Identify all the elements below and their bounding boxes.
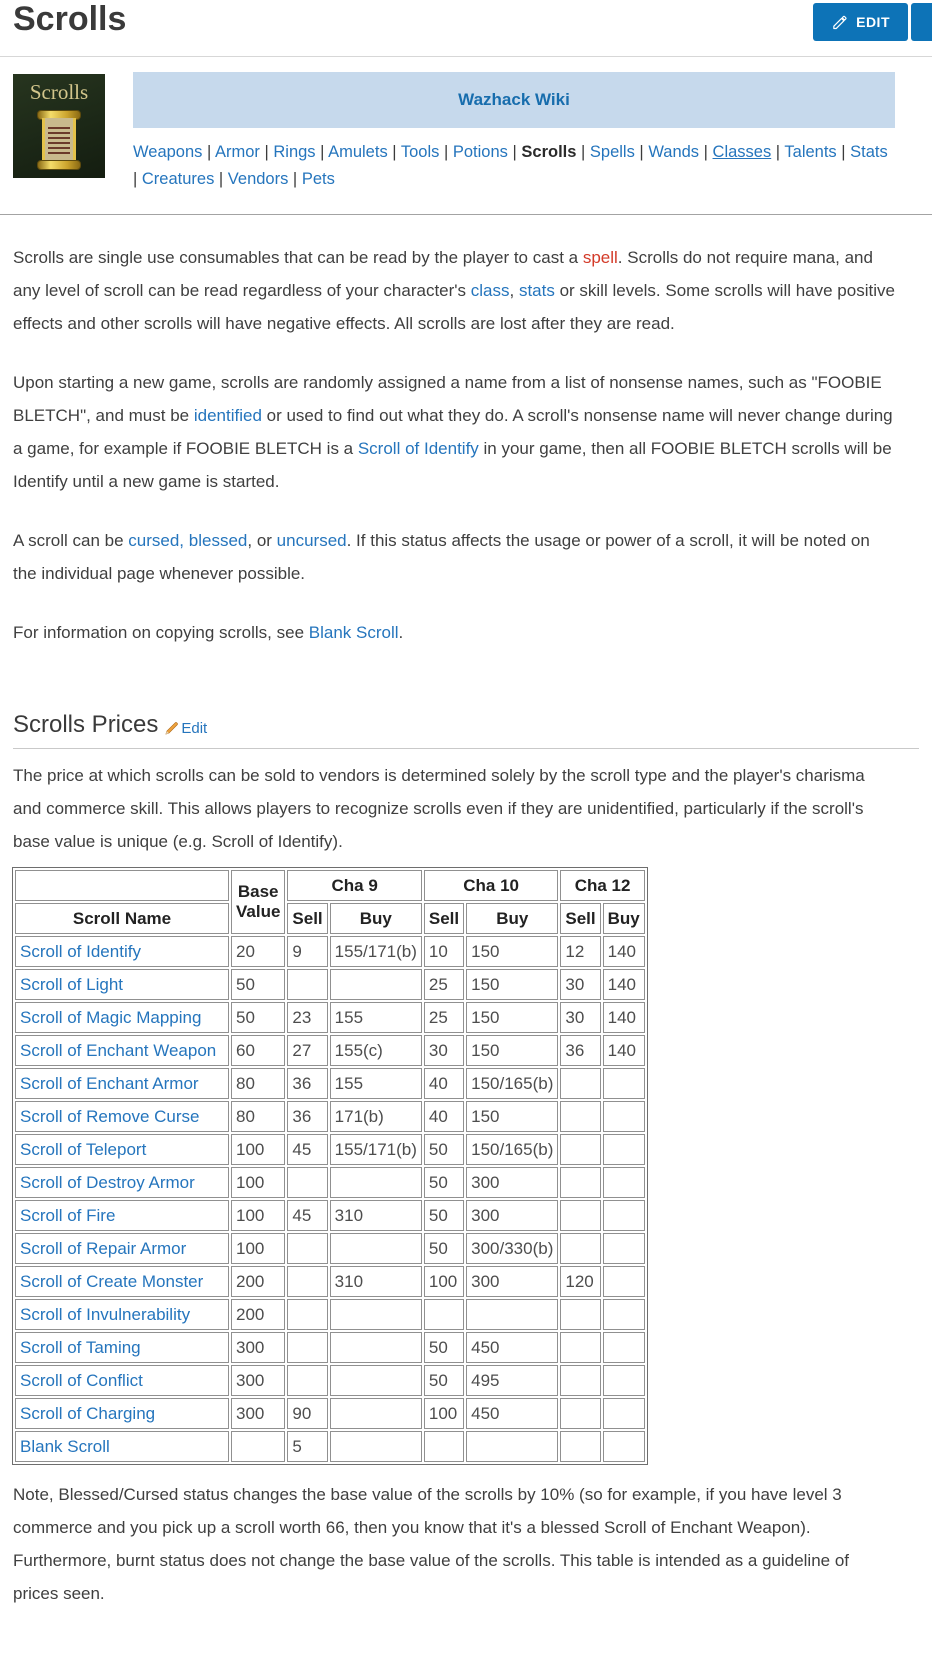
nav-item-tools[interactable]: Tools <box>400 143 440 161</box>
scroll-link[interactable]: Scroll of Identify <box>20 941 141 961</box>
nav-item-scrolls: Scrolls <box>521 143 577 161</box>
scroll-link[interactable]: Scroll of Destroy Armor <box>20 1172 195 1192</box>
table-cell-b9 <box>330 969 422 1000</box>
table-cell-b12 <box>603 1299 645 1330</box>
pencil-icon <box>164 720 180 736</box>
prices-intro: The price at which scrolls can be sold to vendors is determined solely by the scroll type and the player's charisma and commerce skill. This allows players to recognize scrolls even if they are unidentified, particularly if the scroll's base value is unique (e.g. Scroll of Identify). <box>13 766 865 851</box>
table-cell-base: 200 <box>231 1299 285 1330</box>
table-cell-s10: 50 <box>424 1167 464 1198</box>
table-cell-b10: 150 <box>466 969 558 1000</box>
table-cell-b10: 300 <box>466 1167 558 1198</box>
header-scroll-name: Scroll Name <box>15 903 229 934</box>
header-sell: Sell <box>560 903 600 934</box>
nav-item-talents[interactable]: Talents <box>784 143 837 161</box>
table-cell-s12 <box>560 1233 600 1264</box>
nav-item-spells[interactable]: Spells <box>589 143 635 161</box>
table-cell-b12 <box>603 1068 645 1099</box>
table-row <box>15 1332 645 1363</box>
inline-link[interactable]: spell <box>582 248 618 267</box>
table-cell-s10: 50 <box>424 1233 464 1264</box>
table-cell-base: 100 <box>231 1134 285 1165</box>
table-cell-s12: 30 <box>560 969 600 1000</box>
table-cell-base <box>231 1431 285 1462</box>
table-cell-base: 60 <box>231 1035 285 1066</box>
table-cell-base: 300 <box>231 1398 285 1429</box>
table-cell-name <box>15 1134 229 1165</box>
table-cell-s12 <box>560 1167 600 1198</box>
header-sell: Sell <box>424 903 464 934</box>
table-cell-name <box>15 1068 229 1099</box>
table-row <box>15 969 645 1000</box>
table-row <box>15 1266 645 1297</box>
table-cell-b9: 310 <box>330 1200 422 1231</box>
table-row <box>15 936 645 967</box>
table-cell-b12 <box>603 1332 645 1363</box>
scroll-link[interactable]: Scroll of Light <box>20 974 123 994</box>
scroll-prices-table <box>12 867 648 1465</box>
table-cell-s10: 30 <box>424 1035 464 1066</box>
scroll-link[interactable]: Scroll of Enchant Weapon <box>20 1040 217 1060</box>
nav-separator: | <box>202 143 215 161</box>
table-cell-base: 50 <box>231 1002 285 1033</box>
nav-item-classes[interactable]: Classes <box>712 143 772 161</box>
nav-separator: | <box>288 170 302 188</box>
info-row <box>0 72 932 197</box>
header-sell: Sell <box>287 903 327 934</box>
table-cell-b12 <box>603 1266 645 1297</box>
table-cell-b10: 300 <box>466 1266 558 1297</box>
scroll-link[interactable]: Scroll of Teleport <box>20 1139 147 1159</box>
table-cell-name <box>15 1101 229 1132</box>
table-cell-s9: 23 <box>287 1002 327 1033</box>
inline-link[interactable]: Scroll of Identify <box>357 439 479 458</box>
inline-link[interactable]: stats <box>518 281 555 300</box>
scroll-link[interactable]: Blank Scroll <box>20 1436 110 1456</box>
table-cell-b12 <box>603 1398 645 1429</box>
table-cell-s9: 5 <box>287 1431 327 1462</box>
table-cell-base: 80 <box>231 1101 285 1132</box>
table-cell-b9: 155 <box>330 1068 422 1099</box>
page-title: Scrolls <box>13 0 127 38</box>
table-cell-b12 <box>603 1233 645 1264</box>
table-cell-base: 50 <box>231 969 285 1000</box>
table-cell-b10: 450 <box>466 1332 558 1363</box>
edit-button-label: EDIT <box>856 14 890 30</box>
nav-item-rings[interactable]: Rings <box>273 143 316 161</box>
table-row <box>15 1035 645 1066</box>
table-cell-b9 <box>330 1167 422 1198</box>
table-cell-s9 <box>287 1332 327 1363</box>
table-cell-name <box>15 1035 229 1066</box>
table-cell-s12: 12 <box>560 936 600 967</box>
scroll-link[interactable]: Scroll of Magic Mapping <box>20 1007 202 1027</box>
table-cell-s12 <box>560 1398 600 1429</box>
table-cell-s12: 120 <box>560 1266 600 1297</box>
table-row <box>15 1002 645 1033</box>
pencil-icon <box>831 14 848 31</box>
table-cell-s9: 45 <box>287 1134 327 1165</box>
table-cell-s9 <box>287 1167 327 1198</box>
section-edit-label: Edit <box>181 719 208 737</box>
nav-separator: | <box>771 143 785 161</box>
table-cell-base: 100 <box>231 1200 285 1231</box>
table-cell-b9: 310 <box>330 1266 422 1297</box>
table-cell-s10: 40 <box>424 1101 464 1132</box>
table-cell-b10: 150 <box>466 1002 558 1033</box>
table-cell-b10: 150 <box>466 1101 558 1132</box>
table-cell-s9 <box>287 1266 327 1297</box>
table-cell-b10: 150/165(b) <box>466 1068 558 1099</box>
wiki-navbox <box>133 72 895 193</box>
table-cell-b9 <box>330 1365 422 1396</box>
paragraph-2: Upon starting a new game, scrolls are randomly assigned a name from a list of nonsense names, such as "FOOBIE BLETCH", and must be identified or used to find out what they do. A scroll's nonsense name will never change during a game, for example if FOOBIE BLETCH is a Scroll of Identify in your game, then all FOOBIE BLETCH scrolls will be Identify until a new game is started. <box>13 373 893 491</box>
navbox-title: Wazhack Wiki <box>133 72 895 128</box>
table-cell-s9 <box>287 1299 327 1330</box>
table-cell-s9: 45 <box>287 1200 327 1231</box>
header-buy: Buy <box>330 903 422 934</box>
nav-item-stats[interactable]: Stats <box>850 143 888 161</box>
table-cell-s12 <box>560 1101 600 1132</box>
table-row <box>15 1101 645 1132</box>
table-cell-b10: 150 <box>466 1035 558 1066</box>
header-base-value: Base Value <box>231 870 285 934</box>
header-buy: Buy <box>603 903 645 934</box>
table-cell-b9 <box>330 1299 422 1330</box>
table-cell-name <box>15 1233 229 1264</box>
section-edit-link[interactable] <box>164 720 207 737</box>
table-row <box>15 1233 645 1264</box>
table-cell-s9: 90 <box>287 1398 327 1429</box>
header-divider <box>0 56 932 57</box>
nav-separator: | <box>634 143 649 161</box>
inline-link[interactable]: class <box>470 281 510 300</box>
nav-separator: | <box>836 143 851 161</box>
nav-separator: | <box>699 143 713 161</box>
table-cell-base: 300 <box>231 1365 285 1396</box>
table-cell-b12: 140 <box>603 969 645 1000</box>
table-cell-name <box>15 1167 229 1198</box>
nav-separator: | <box>387 143 401 161</box>
table-cell-b9: 155/171(b) <box>330 1134 422 1165</box>
table-cell-b9: 155 <box>330 1002 422 1033</box>
table-cell-s12 <box>560 1134 600 1165</box>
nav-separator: | <box>507 143 522 161</box>
scroll-link[interactable]: Scroll of Charging <box>20 1403 156 1423</box>
table-cell-s9 <box>287 1365 327 1396</box>
prices-section-header <box>13 711 919 739</box>
table-cell-s10: 100 <box>424 1398 464 1429</box>
table-cell-b12 <box>603 1200 645 1231</box>
table-cell-base: 20 <box>231 936 285 967</box>
inline-link[interactable]: cursed, <box>128 531 185 550</box>
table-row <box>15 1365 645 1396</box>
article-body <box>0 241 932 649</box>
table-cell-s10: 40 <box>424 1068 464 1099</box>
paragraph-3: A scroll can be cursed, blessed, or uncursed. If this status affects the usage or power of a scroll, it will be noted on the individual page whenever possible. <box>13 531 870 583</box>
table-cell-s10: 50 <box>424 1365 464 1396</box>
paragraph-4: For information on copying scrolls, see Blank Scroll. <box>13 623 404 642</box>
prices-heading: Scrolls Prices <box>13 711 159 738</box>
table-row <box>15 1299 645 1330</box>
table-cell-b10: 300 <box>466 1200 558 1231</box>
table-cell-b9 <box>330 1398 422 1429</box>
table-cell-name <box>15 1332 229 1363</box>
scroll-item-icon <box>37 110 81 170</box>
edit-dropdown-button[interactable] <box>911 3 932 41</box>
table-cell-b12 <box>603 1167 645 1198</box>
table-cell-b9 <box>330 1332 422 1363</box>
page-header <box>0 0 932 56</box>
table-cell-b12 <box>603 1431 645 1462</box>
table-cell-b10: 300/330(b) <box>466 1233 558 1264</box>
table-cell-s9 <box>287 969 327 1000</box>
table-cell-base: 100 <box>231 1167 285 1198</box>
table-cell-s10: 50 <box>424 1200 464 1231</box>
scroll-link[interactable]: Scroll of Remove Curse <box>20 1106 200 1126</box>
table-cell-base: 300 <box>231 1332 285 1363</box>
table-cell-b9: 155(c) <box>330 1035 422 1066</box>
table-cell-s10: 25 <box>424 969 464 1000</box>
table-cell-s10: 50 <box>424 1134 464 1165</box>
thumbnail-caption: Scrolls <box>29 80 89 104</box>
table-cell-b10: 495 <box>466 1365 558 1396</box>
nav-item-vendors[interactable]: Vendors <box>227 170 289 188</box>
table-cell-b9: 155/171(b) <box>330 936 422 967</box>
table-cell-base: 200 <box>231 1266 285 1297</box>
table-cell-s10: 100 <box>424 1266 464 1297</box>
table-cell-b10 <box>466 1299 558 1330</box>
table-row <box>15 1398 645 1429</box>
table-cell-b12: 140 <box>603 1002 645 1033</box>
inline-link[interactable]: uncursed <box>276 531 347 550</box>
table-cell-b9 <box>330 1431 422 1462</box>
scrolls-thumbnail-image[interactable] <box>13 74 105 178</box>
table-cell-name <box>15 1365 229 1396</box>
nav-separator: | <box>259 143 274 161</box>
table-cell-s12: 30 <box>560 1002 600 1033</box>
table-cell-s9 <box>287 1233 327 1264</box>
table-cell-s12 <box>560 1431 600 1462</box>
table-cell-b12: 140 <box>603 1035 645 1066</box>
table-cell-s9: 36 <box>287 1101 327 1132</box>
header-group-cha-10: Cha 10 <box>424 870 558 901</box>
table-cell-name <box>15 969 229 1000</box>
inline-link[interactable]: Blank Scroll <box>308 623 399 642</box>
table-cell-s10 <box>424 1431 464 1462</box>
scroll-link[interactable]: Scroll of Enchant Armor <box>20 1073 199 1093</box>
table-row <box>15 1068 645 1099</box>
nav-separator: | <box>133 170 142 188</box>
table-cell-base: 100 <box>231 1233 285 1264</box>
nav-separator: | <box>315 143 329 161</box>
prices-note: Note, Blessed/Cursed status changes the base value of the scrolls by 10% (so for example, if you have level 3 commerce and you pick up a scroll worth 66, then you know that it's a blessed Scroll of Enchant Weapon). Furthermore, burnt status does not change the base value of the scrolls. This table is intended as a guideline of prices seen. <box>13 1485 850 1603</box>
table-cell-name <box>15 936 229 967</box>
header-empty-cell <box>15 870 229 901</box>
paragraph-1: Scrolls are single use consumables that can be read by the player to cast a spell. Scrolls do not require mana, and any level of scroll can be read regardless of your character's class, stats or skill levels. Some scrolls will have positive effects and other scrolls will have negative effects. All scrolls are lost after they are read. <box>13 248 895 333</box>
table-cell-s9: 9 <box>287 936 327 967</box>
table-cell-name <box>15 1398 229 1429</box>
scroll-link[interactable]: Scroll of Fire <box>20 1205 116 1225</box>
edit-button[interactable] <box>813 3 908 41</box>
navbox-links <box>133 128 895 193</box>
table-row <box>15 1431 645 1462</box>
table-cell-s12 <box>560 1332 600 1363</box>
scroll-link[interactable]: Scroll of Conflict <box>20 1370 143 1390</box>
table-row <box>15 1167 645 1198</box>
table-cell-b9 <box>330 1233 422 1264</box>
scroll-link[interactable]: Scroll of Create Monster <box>20 1271 204 1291</box>
table-cell-s9: 27 <box>287 1035 327 1066</box>
table-cell-s10: 25 <box>424 1002 464 1033</box>
scroll-link[interactable]: Scroll of Invulnerability <box>20 1304 191 1324</box>
table-cell-s12 <box>560 1365 600 1396</box>
table-cell-s10 <box>424 1299 464 1330</box>
nav-separator: | <box>439 143 453 161</box>
table-cell-name <box>15 1200 229 1231</box>
table-cell-s12 <box>560 1200 600 1231</box>
nav-item-potions[interactable]: Potions <box>452 143 508 161</box>
nav-item-amulets[interactable]: Amulets <box>328 143 388 161</box>
table-cell-s10: 50 <box>424 1332 464 1363</box>
table-cell-name <box>15 1266 229 1297</box>
nav-item-armor[interactable]: Armor <box>214 143 260 161</box>
table-cell-s10: 10 <box>424 936 464 967</box>
table-cell-b12: 140 <box>603 936 645 967</box>
table-cell-s12 <box>560 1299 600 1330</box>
header-group-cha-12: Cha 12 <box>560 870 644 901</box>
table-cell-b10: 450 <box>466 1398 558 1429</box>
nav-item-pets[interactable]: Pets <box>301 170 335 188</box>
header-buy: Buy <box>466 903 558 934</box>
nav-separator: | <box>214 170 228 188</box>
scroll-link[interactable]: Scroll of Repair Armor <box>20 1238 187 1258</box>
table-cell-b10 <box>466 1431 558 1462</box>
prices-heading-divider <box>13 748 919 749</box>
table-cell-base: 80 <box>231 1068 285 1099</box>
table-cell-b12 <box>603 1134 645 1165</box>
table-cell-b9: 171(b) <box>330 1101 422 1132</box>
table-cell-s12: 36 <box>560 1035 600 1066</box>
nav-separator: | <box>576 143 590 161</box>
nav-item-weapons[interactable]: Weapons <box>133 143 203 161</box>
table-cell-b12 <box>603 1365 645 1396</box>
table-cell-b12 <box>603 1101 645 1132</box>
table-row <box>15 1200 645 1231</box>
nav-item-wands[interactable]: Wands <box>648 143 700 161</box>
table-cell-name <box>15 1299 229 1330</box>
section-divider <box>0 214 932 215</box>
table-row <box>15 1134 645 1165</box>
inline-link[interactable]: blessed <box>188 531 248 550</box>
table-cell-s9: 36 <box>287 1068 327 1099</box>
table-cell-name <box>15 1002 229 1033</box>
nav-item-creatures[interactable]: Creatures <box>141 170 215 188</box>
table-cell-b10: 150/165(b) <box>466 1134 558 1165</box>
scroll-link[interactable]: Scroll of Taming <box>20 1337 141 1357</box>
header-group-cha-9: Cha 9 <box>287 870 421 901</box>
table-cell-s12 <box>560 1068 600 1099</box>
table-cell-b10: 150 <box>466 936 558 967</box>
edit-button-group <box>813 3 932 41</box>
inline-link[interactable]: identified <box>193 406 262 425</box>
table-cell-name <box>15 1431 229 1462</box>
